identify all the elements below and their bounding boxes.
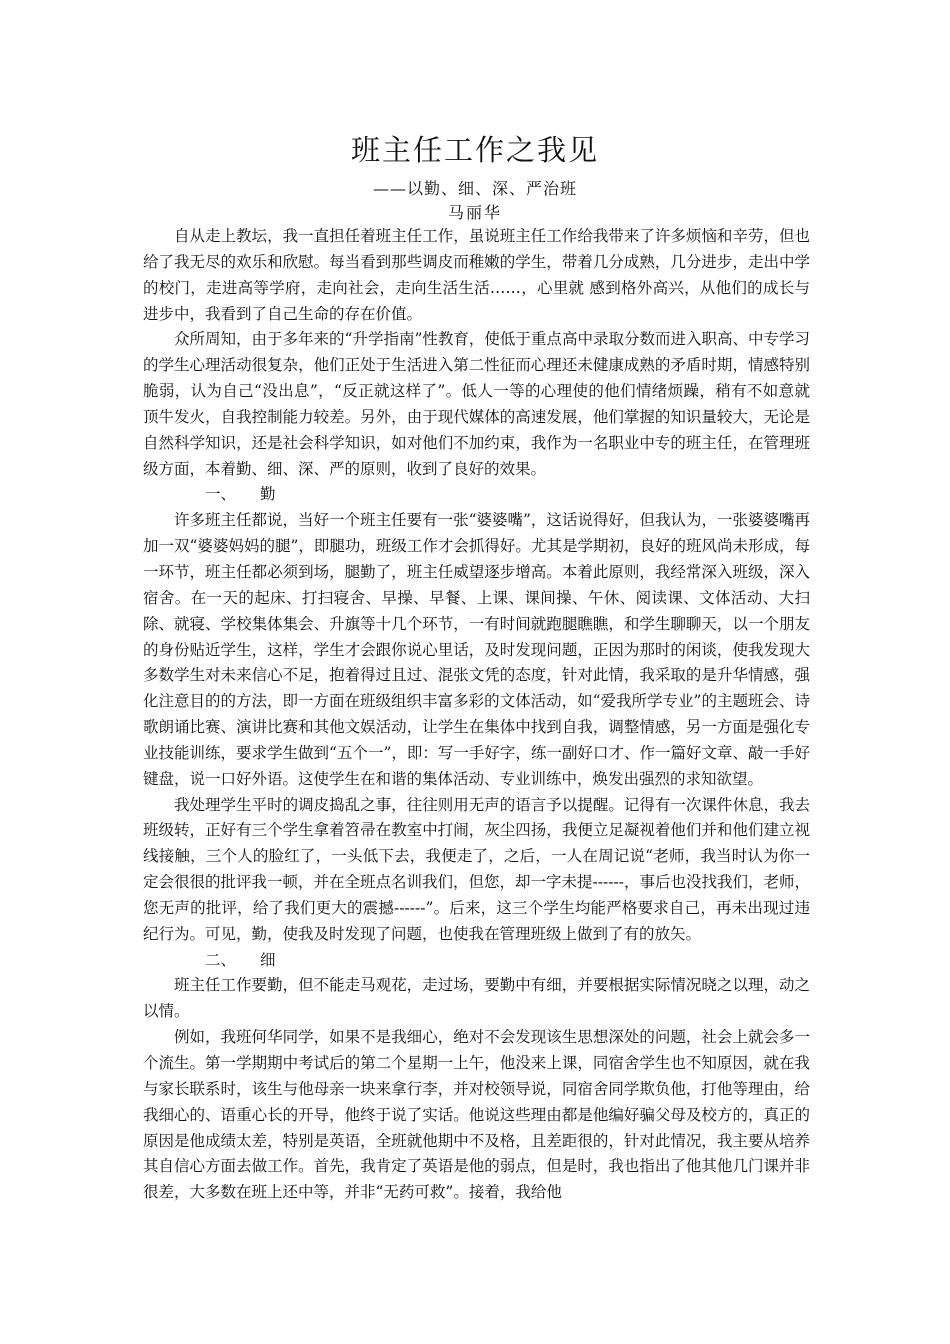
document-author: 马丽华	[447, 203, 502, 222]
paragraph: 许多班主任都说，当好一个班主任要有一张“婆婆嘴”，这话说得好，但我认为，一张婆婆嘴再加一双“婆婆妈妈的腿”，即腿功，班级工作才会抓得好。尤其是学期初，良好的班风尚未形成，每一环节，班主任都必须到场，腿勤了，班主任威望逐步增高。本着此原则，我经常深入班级，深入宿舍。在一天的起床、打扫寝舍、早操、早餐、上课、课间操、午休、阅读课、文体活动、大扫除、就寝、学校集体集会、升旗等十几个环节，一有时间就跑腿瞧瞧，和学生聊聊天，以一个朋友的身份贴近学生，这样，学生才会跟你说心里话，及时发现问题，正因为那时的闲谈，使我发现大多数学生对未来信心不足，抱着得过且过、混张文凭的态度，针对此情，我采取的是升华情感，强化注意目的的方法，即一方面在班级组织丰富多彩的文体活动，如“爱我所学专业”的主题班会、诗歌朗诵比赛、演讲比赛和其他文娱活动，让学生在集体中找到自我，调整情感，另一方面是强化专业技能训练，要求学生做到“五个一”，即：写一手好字，练一副好口才、作一篇好文章、敲一手好键盘，说一口好外语。这使学生在和谐的集体活动、专业训练中，焕发出强烈的求知欲望。	[143, 511, 810, 788]
section-number: 一、	[205, 485, 237, 504]
section-heading-qin	[143, 482, 810, 508]
section-heading-xi	[143, 948, 810, 974]
section-number: 二、	[205, 950, 237, 969]
document-body	[143, 224, 810, 1206]
document-subtitle: ——以勤、细、深、严治班	[372, 179, 577, 198]
section-label: 细	[260, 950, 276, 969]
document-title: 班主任工作之我见	[350, 133, 599, 167]
paragraph: 班主任工作要勤，但不能走马观花，走过场，要勤中有细，并要根据实际情况晓之以理，动之以情。	[143, 976, 810, 1021]
paragraph: 众所周知，由于多年来的“升学指南”性教育，使低于重点高中录取分数而进入职高、中专学习的学生心理活动很复杂，他们正处于生活进入第二性征而心理还未健康成熟的矛盾时期，情感特别脆弱，认为自己“没出息”，“反正就这样了”。低人一等的心理使的他们情绪烦躁，稍有不如意就顶牛发火，自我控制能力较差。另外，由于现代媒体的高速发展，他们掌握的知识量较大，无论是自然科学知识，还是社会科学知识，如对他们不加约束，我作为一名职业中专的班主任，在管理班级方面，本着勤、细、深、严的原则，收到了良好的效果。	[143, 330, 810, 478]
paragraph: 自从走上教坛，我一直担任着班主任工作，虽说班主任工作给我带来了许多烦恼和辛劳，但也给了我无尽的欢乐和欣慰。每当看到那些调皮而稚嫩的学生，带着几分成熟，几分进步，走出中学的校门，走进高等学府，走向社会，走向生活生活……，心里就 感到格外高兴，从他们的成长与进步中，我看到了自己生命的存在价值。	[143, 227, 810, 323]
paragraph: 我处理学生平时的调皮捣乱之事，往往则用无声的语言予以提醒。记得有一次课件休息，我去班级转，正好有三个学生拿着笤帚在教室中打闹，灰尘四扬，我便立足凝视着他们并和他们建立视线接触，三个人的脸红了，一头低下去，我便走了，之后，一人在周记说“老师，我当时认为你一定会很很的批评我一顿，并在全班点名训我们，但您，却一字未提------，事后也没找我们，老师，您无声的批评，给了我们更大的震撼------”。后来，这三个学生均能严格要求自己，再未出现过违纪行为。可见，勤，使我及时发现了问题，也使我在管理班级上做到了有的放矢。	[143, 795, 810, 943]
paragraph: 例如，我班何华同学，如果不是我细心，绝对不会发现该生思想深处的问题，社会上就会多一个流生。第一学期期中考试后的第二个星期一上午，他没来上课，同宿舍学生也不知原因，就在我与家长联系时，该生与他母亲一块来拿行李，并对校领导说，同宿舍同学欺负他，打他等理由，给我细心的、语重心长的开导，他终于说了实话。他说这些理由都是他编好骗父母及校方的，真正的原因是他成绩太差，特别是英语，全班就他期中不及格，且差距很的，针对此情况，我主要从培养其自信心方面去做工作。首先，我肯定了英语是他的弱点，但是时，我也指出了他其他几门课并非很差，大多数在班上还中等，并非“无药可救”。接着，我给他	[143, 1028, 810, 1202]
section-label: 勤	[260, 485, 276, 504]
